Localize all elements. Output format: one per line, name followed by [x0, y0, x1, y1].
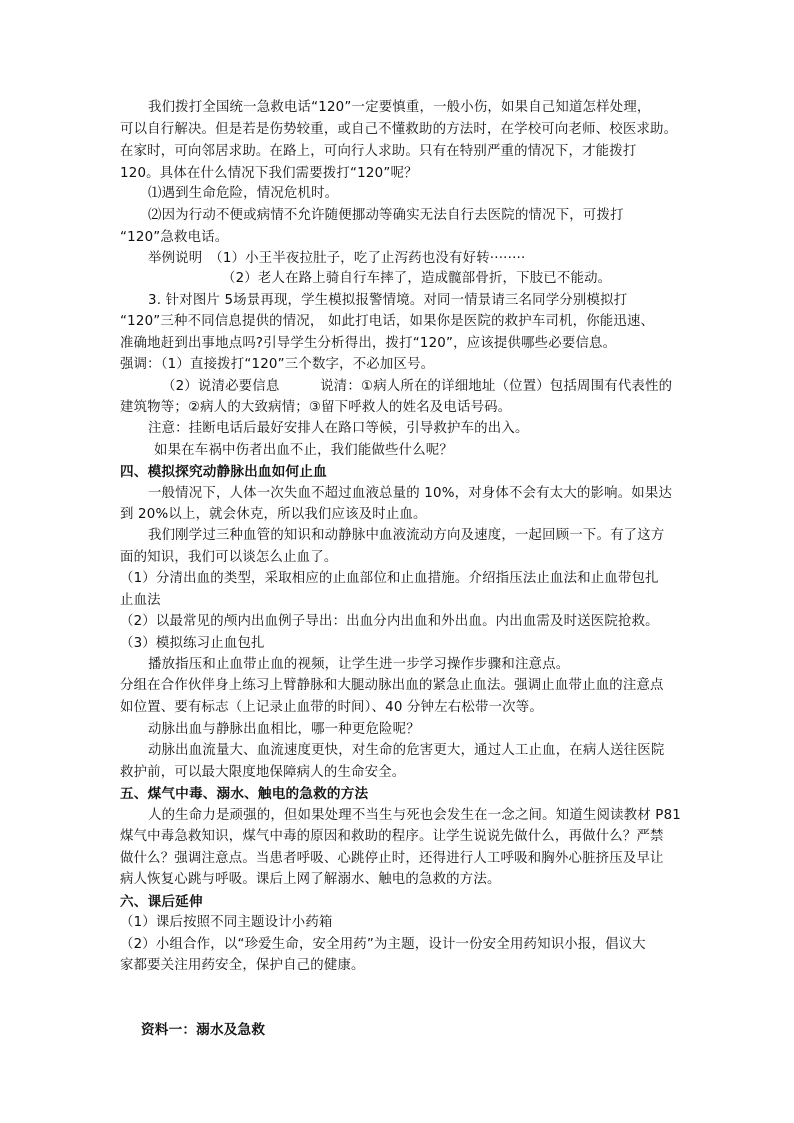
paragraph-line: 煤气中毒急救知识，煤气中毒的原因和救助的程序。让学生说说先做什么，再做什么？严禁	[120, 829, 664, 844]
paragraph-line: 一般情况下，人体一次失血不超过血液总量的 10%，对身体不会有太大的影响。如果达	[148, 486, 673, 501]
paragraph-line: 在家时，可向邻居求助。在路上，可向行人求助。只有在特别严重的情况下，才能拨打	[120, 144, 637, 159]
paragraph-line: 面的知识，我们可以谈怎么止血了。	[120, 550, 338, 565]
paragraph-line: “120”三种不同信息提供的情况， 如此打电话，如果你是医院的救护车司机，你能迅速、	[120, 314, 655, 329]
section-heading: 五、煤气中毒、溺水、触电的急救的方法	[120, 786, 369, 802]
section-heading: 四、模拟探究动静脉出血如何止血	[120, 464, 327, 480]
paragraph-line: 做什么？强调注意点。当患者呼吸、心跳停止时，还得进行人工呼吸和胸外心脏挤压及早让	[120, 851, 664, 866]
paragraph-line: 病人恢复心跳与呼吸。课后上网了解溺水、触电的急救的方法。	[120, 872, 501, 887]
paragraph-line: 动脉出血流量大、血流速度更快，对生命的危害更大，通过人工止血，在病人送往医院	[148, 743, 665, 758]
appendix-heading: 资料一：溺水及急救	[141, 1022, 266, 1038]
paragraph-line: 如位置、要有标志（上记录止血带的时间）、40 分钟左右松带一次等。	[120, 700, 543, 715]
paragraph-line: 准确地赶到出事地点吗?引导学生分析得出，拨打“120”，应该提供哪些必要信息。	[120, 336, 617, 351]
paragraph-line: 我们拨打全国统一急救电话“120”一定要慎重，一般小伤，如果自己知道怎样处理，	[148, 100, 651, 115]
paragraph-line: 止血法	[120, 593, 161, 608]
question-line: 动脉出血与静脉出血相比，哪一种更危险呢？	[148, 722, 420, 737]
section-heading: 六、课后延伸	[120, 894, 203, 910]
list-item: （1）分清出血的类型，采取相应的止血部位和止血措施。介绍指压法止血法和止血带包扎	[120, 571, 659, 586]
list-item: （2）以最常见的颅内出血例子导出：出血分内出血和外出血。内出血需及时送医院抢救。	[120, 614, 659, 629]
emphasis-line: （2）说清必要信息 说清：①病人所在的详细地址（位置）包括周围有代表性的	[162, 379, 673, 394]
note-line: 注意：挂断电话后最好安排人在路口等候，引导救护车的出入。	[148, 421, 529, 436]
paragraph-line: 家都要关注用药安全，保护自己的健康。	[120, 958, 365, 973]
question-line: 如果在车祸中伤者出血不止，我们能做些什么呢？	[154, 443, 453, 458]
emphasis-line: 强调：（1）直接拨打“120”三个数字，不必加区号。	[120, 357, 435, 372]
list-item: （2）小组合作，以“珍爱生命，安全用药”为主题，设计一份安全用药知识小报，倡议大	[120, 937, 646, 952]
paragraph-line: 120。具体在什么情况下我们需要拨打“120”呢？	[120, 166, 418, 181]
list-item: ⑴遇到生命危险，情况危机时。	[148, 186, 339, 201]
paragraph-line: “120”急救电话。	[120, 230, 229, 245]
list-item: （3）模拟练习止血包扎	[120, 636, 265, 651]
paragraph-line: 到 20%以上，就会休克，所以我们应该及时止血。	[120, 507, 427, 522]
paragraph-line: 播放指压和止血带止血的视频，让学生进一步学习操作步骤和注意点。	[148, 657, 570, 672]
list-item: （1）课后按照不同主题设计小药箱	[120, 915, 333, 930]
paragraph-line: 分组在合作伙伴身上练习上臂静脉和大腿动脉出血的紧急止血法。强调止血带止血的注意点	[120, 678, 664, 693]
paragraph-line: 3. 针对图片 5场景再现，学生模拟报警情境。对同一情景请三名同学分别模拟打	[148, 293, 628, 308]
paragraph-line: 可以自行解决。但是若是伤势较重，或自己不懂救助的方法时，在学校可向老师、校医求助。	[120, 122, 678, 137]
example-line: （2）老人在路上骑自行车摔了，造成髋部骨折，下肢已不能动。	[222, 271, 612, 286]
paragraph-line: 我们刚学过三种血管的知识和动静脉中血液流动方向及速度，一起回顾一下。有了这方	[148, 528, 665, 543]
paragraph-line: 人的生命力是顽强的，但如果处理不当生与死也会发生在一念之间。知道生阅读教材 P81	[148, 808, 682, 823]
paragraph-line: 建筑物等；②病人的大致病情；③留下呼救人的姓名及电话号码。	[120, 400, 512, 415]
list-item: ⑵因为行动不便或病情不允许随便挪动等确实无法自行去医院的情况下，可拨打	[148, 208, 624, 223]
example-line: 举例说明 （1）小王半夜拉肚子，吃了止泻药也没有好转········	[148, 251, 526, 266]
paragraph-line: 救护前，可以最大限度地保障病人的生命安全。	[120, 765, 406, 780]
